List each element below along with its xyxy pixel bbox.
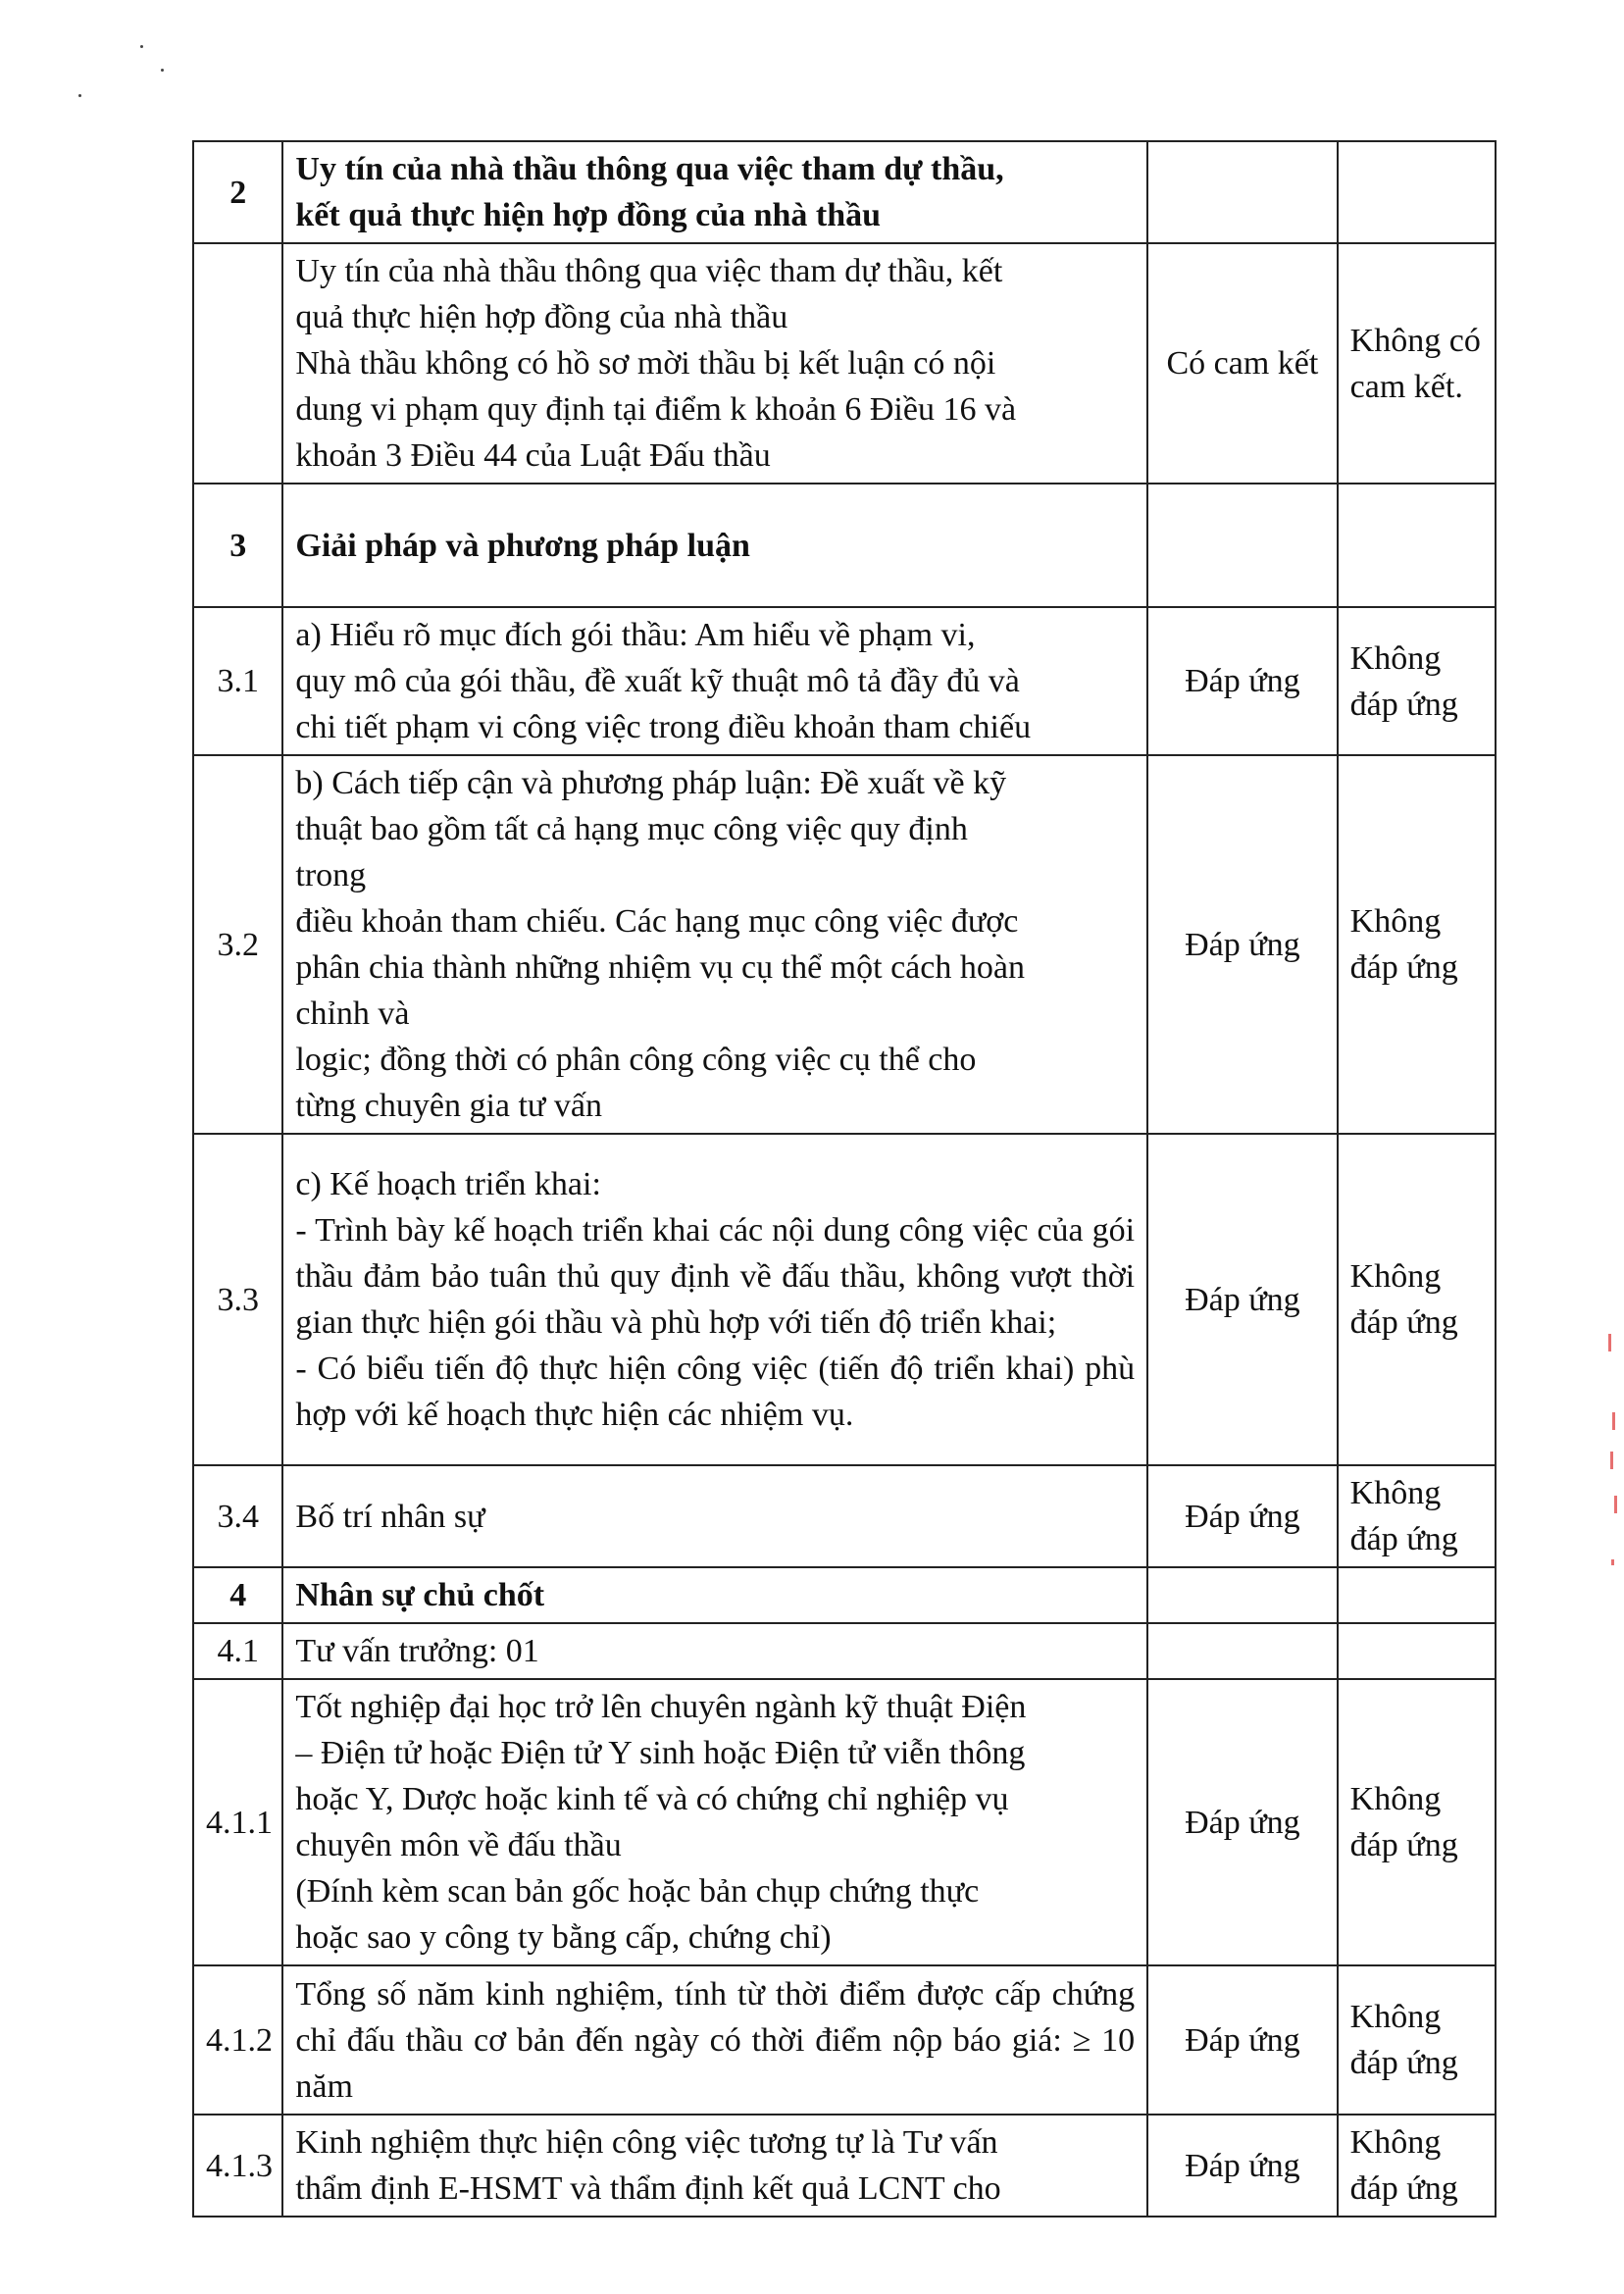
table-row bbox=[193, 1679, 1496, 1965]
criterion-text: Uy tín của nhà thầu thông qua việc tham dự thầu, kết bbox=[295, 253, 1003, 289]
criterion-text: chuyên môn về đấu thầu bbox=[295, 1827, 622, 1863]
table-row bbox=[193, 1623, 1496, 1679]
criterion-cell bbox=[282, 1679, 1147, 1965]
criterion-cell bbox=[282, 243, 1147, 484]
criterion-text: từng chuyên gia tư vấn bbox=[295, 1088, 602, 1124]
fail-criteria-cell: Không đáp ứng bbox=[1338, 1465, 1496, 1567]
pass-criteria-cell: Có cam kết bbox=[1147, 243, 1338, 484]
pass-criteria-cell: Đáp ứng bbox=[1147, 1679, 1338, 1965]
row-number: 3.2 bbox=[193, 755, 282, 1134]
criterion-cell bbox=[282, 484, 1147, 607]
criterion-text: c) Kế hoạch triển khai: bbox=[295, 1166, 601, 1202]
criterion-text: a) Hiểu rõ mục đích gói thầu: Am hiểu về phạm vi, bbox=[295, 617, 976, 653]
pass-criteria-cell: Đáp ứng bbox=[1147, 1465, 1338, 1567]
table-row bbox=[193, 2115, 1496, 2217]
criterion-text: - Trình bày kế hoạch triển khai các nội dung công việc của gói thầu đảm bảo tuân thủ quy định về đấu thầu, không vượt thời gian thực hiện gói thầu và phù hợp với tiến độ triển khai; bbox=[295, 1212, 1136, 1341]
row-number: 4.1.2 bbox=[193, 1965, 282, 2115]
table-row bbox=[193, 1465, 1496, 1567]
fail-criteria-cell: Không đáp ứng bbox=[1338, 2115, 1496, 2217]
fail-criteria-cell: Không có cam kết. bbox=[1338, 243, 1496, 484]
table-row bbox=[193, 607, 1496, 755]
fail-criteria-cell: Không đáp ứng bbox=[1338, 1965, 1496, 2115]
fail-criteria-cell: Không đáp ứng bbox=[1338, 1679, 1496, 1965]
pass-criteria-cell bbox=[1147, 1623, 1338, 1679]
fail-criteria-cell: Không đáp ứng bbox=[1338, 1134, 1496, 1465]
pass-criteria-cell: Đáp ứng bbox=[1147, 607, 1338, 755]
fail-criteria-cell: Không đáp ứng bbox=[1338, 607, 1496, 755]
fail-criteria-cell bbox=[1338, 484, 1496, 607]
fail-criteria-cell bbox=[1338, 1623, 1496, 1679]
row-number: 3.4 bbox=[193, 1465, 282, 1567]
scan-speck bbox=[140, 45, 143, 48]
criterion-text: kết quả thực hiện hợp đồng của nhà thầu bbox=[295, 197, 882, 233]
criterion-text: hoặc sao y công ty bằng cấp, chứng chỉ) bbox=[295, 1919, 832, 1956]
table-row bbox=[193, 1965, 1496, 2115]
row-number: 4.1.3 bbox=[193, 2115, 282, 2217]
criterion-text: dung vi phạm quy định tại điểm k khoản 6 Điều 16 và bbox=[295, 391, 1017, 428]
criterion-text: Tổng số năm kinh nghiệm, tính từ thời điểm được cấp chứng chỉ đấu thầu cơ bản đến ngày có thời điểm nộp báo giá: ≥ 10 năm bbox=[295, 1975, 1136, 2105]
criterion-text: Bố trí nhân sự bbox=[295, 1498, 485, 1535]
pass-criteria-cell bbox=[1147, 1567, 1338, 1623]
row-number bbox=[193, 243, 282, 484]
criterion-text: Nhà thầu không có hồ sơ mời thầu bị kết luận có nội bbox=[295, 345, 996, 382]
criterion-text: phân chia thành những nhiệm vụ cụ thể một cách hoàn bbox=[295, 949, 1025, 986]
fail-criteria-cell: Không đáp ứng bbox=[1338, 755, 1496, 1134]
table-row bbox=[193, 1134, 1496, 1465]
criterion-text: Giải pháp và phương pháp luận bbox=[295, 527, 750, 564]
criterion-text: chi tiết phạm vi công việc trong điều khoản tham chiếu bbox=[295, 709, 1032, 745]
pass-criteria-cell: Đáp ứng bbox=[1147, 755, 1338, 1134]
table-row bbox=[193, 141, 1496, 243]
criterion-text: Tư vấn trưởng: 01 bbox=[295, 1633, 539, 1669]
criterion-cell bbox=[282, 1134, 1147, 1465]
pass-criteria-cell bbox=[1147, 484, 1338, 607]
criterion-text: b) Cách tiếp cận và phương pháp luận: Đề xuất về kỹ bbox=[295, 765, 1007, 801]
table-row bbox=[193, 1567, 1496, 1623]
criterion-text: Uy tín của nhà thầu thông qua việc tham dự thầu, bbox=[295, 151, 1004, 187]
criteria-table-body bbox=[193, 141, 1496, 2217]
criterion-text: khoản 3 Điều 44 của Luật Đấu thầu bbox=[295, 437, 771, 474]
criterion-text: Nhân sự chủ chốt bbox=[295, 1577, 545, 1613]
row-number: 3 bbox=[193, 484, 282, 607]
pass-criteria-cell: Đáp ứng bbox=[1147, 1965, 1338, 2115]
table-row bbox=[193, 484, 1496, 607]
row-number: 3.3 bbox=[193, 1134, 282, 1465]
criterion-cell bbox=[282, 607, 1147, 755]
criterion-cell bbox=[282, 1623, 1147, 1679]
row-number: 4 bbox=[193, 1567, 282, 1623]
criterion-cell bbox=[282, 1965, 1147, 2115]
criterion-cell bbox=[282, 1567, 1147, 1623]
criterion-text: (Đính kèm scan bản gốc hoặc bản chụp chứng thực bbox=[295, 1873, 980, 1910]
pass-criteria-cell: Đáp ứng bbox=[1147, 2115, 1338, 2217]
criterion-text: hoặc Y, Dược hoặc kinh tế và có chứng chỉ nghiệp vụ bbox=[295, 1781, 1009, 1817]
criterion-text: Kinh nghiệm thực hiện công việc tương tự là Tư vấn bbox=[295, 2124, 998, 2161]
criterion-text: thẩm định E-HSMT và thẩm định kết quả LCNT cho bbox=[295, 2170, 1001, 2207]
criterion-text: – Điện tử hoặc Điện tử Y sinh hoặc Điện tử viễn thông bbox=[295, 1735, 1026, 1771]
fail-criteria-cell bbox=[1338, 141, 1496, 243]
criterion-text: quả thực hiện hợp đồng của nhà thầu bbox=[295, 299, 788, 335]
criterion-text: logic; đồng thời có phân công công việc cụ thể cho bbox=[295, 1042, 977, 1078]
page-edge-marks bbox=[1608, 1324, 1622, 1618]
row-number: 2 bbox=[193, 141, 282, 243]
scan-speck bbox=[78, 94, 81, 97]
row-number: 3.1 bbox=[193, 607, 282, 755]
row-number: 4.1.1 bbox=[193, 1679, 282, 1965]
fail-criteria-cell bbox=[1338, 1567, 1496, 1623]
criterion-cell bbox=[282, 755, 1147, 1134]
criterion-cell bbox=[282, 1465, 1147, 1567]
row-number: 4.1 bbox=[193, 1623, 282, 1679]
table-row bbox=[193, 755, 1496, 1134]
table-row bbox=[193, 243, 1496, 484]
criterion-text: điều khoản tham chiếu. Các hạng mục công việc được bbox=[295, 903, 1019, 940]
criterion-cell bbox=[282, 141, 1147, 243]
criterion-text: chỉnh và bbox=[295, 995, 410, 1032]
criterion-cell bbox=[282, 2115, 1147, 2217]
criterion-text: Tốt nghiệp đại học trở lên chuyên ngành kỹ thuật Điện bbox=[295, 1689, 1027, 1725]
criterion-text: thuật bao gồm tất cả hạng mục công việc quy định bbox=[295, 811, 968, 847]
pass-criteria-cell: Đáp ứng bbox=[1147, 1134, 1338, 1465]
criteria-table bbox=[192, 140, 1497, 2218]
criterion-text: trong bbox=[295, 857, 367, 893]
criterion-text: - Có biểu tiến độ thực hiện công việc (tiến độ triển khai) phù hợp với kế hoạch thực hiện các nhiệm vụ. bbox=[295, 1351, 1136, 1433]
criterion-text: quy mô của gói thầu, đề xuất kỹ thuật mô tả đầy đủ và bbox=[295, 663, 1020, 699]
pass-criteria-cell bbox=[1147, 141, 1338, 243]
scan-speck bbox=[161, 69, 164, 72]
